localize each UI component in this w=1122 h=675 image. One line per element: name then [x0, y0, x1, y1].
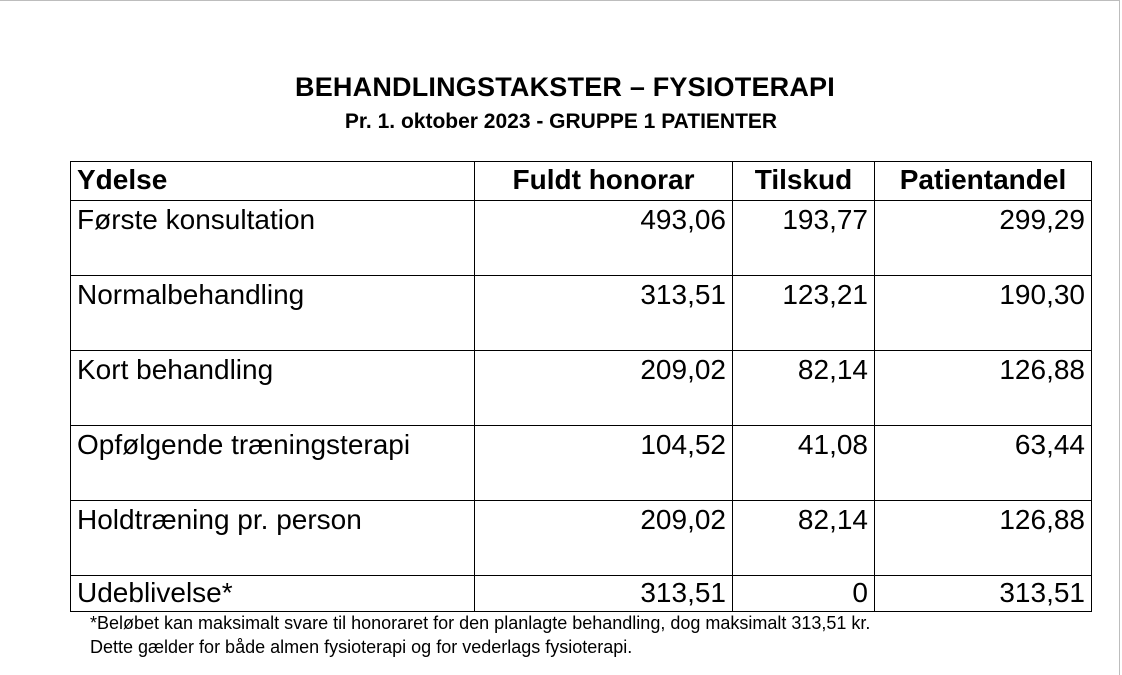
header-fuldt-honorar: Fuldt honorar	[475, 162, 733, 201]
cell-fuldt-honorar: 493,06	[475, 201, 733, 276]
table-row	[71, 351, 1092, 426]
cell-tilskud: 0	[733, 576, 875, 612]
cell-ydelse: Opfølgende træningsterapi	[71, 426, 475, 501]
cell-fuldt-honorar: 209,02	[475, 351, 733, 426]
table-row	[71, 201, 1092, 276]
header-patientandel: Patientandel	[875, 162, 1092, 201]
cell-fuldt-honorar: 313,51	[475, 276, 733, 351]
header-ydelse: Ydelse	[71, 162, 475, 201]
footnote-line: *Beløbet kan maksimalt svare til honoraret for den planlagte behandling, dog maksimalt 313,51 kr.	[90, 613, 871, 633]
rates-table	[70, 161, 1092, 612]
header-tilskud: Tilskud	[733, 162, 875, 201]
cell-patientandel: 126,88	[875, 501, 1092, 576]
cell-ydelse: Første konsultation	[71, 201, 475, 276]
cell-patientandel: 63,44	[875, 426, 1092, 501]
cell-ydelse: Holdtræning pr. person	[71, 501, 475, 576]
cell-tilskud: 41,08	[733, 426, 875, 501]
table-row	[71, 576, 1092, 612]
footnote-line: Dette gælder for både almen fysioterapi og for vederlags fysioterapi.	[90, 637, 633, 657]
cell-patientandel: 313,51	[875, 576, 1092, 612]
cell-ydelse: Normalbehandling	[71, 276, 475, 351]
cell-tilskud: 82,14	[733, 351, 875, 426]
cell-tilskud: 193,77	[733, 201, 875, 276]
table-row	[71, 501, 1092, 576]
cell-ydelse: Kort behandling	[71, 351, 475, 426]
cell-fuldt-honorar: 313,51	[475, 576, 733, 612]
cell-patientandel: 126,88	[875, 351, 1092, 426]
footnote	[90, 611, 870, 659]
table-row	[71, 426, 1092, 501]
page-top-border	[0, 0, 1120, 1]
cell-ydelse: Udeblivelse*	[71, 576, 475, 612]
cell-patientandel: 190,30	[875, 276, 1092, 351]
cell-fuldt-honorar: 209,02	[475, 501, 733, 576]
document-subtitle: Pr. 1. oktober 2023 - GRUPPE 1 PATIENTER	[344, 110, 778, 133]
cell-tilskud: 123,21	[733, 276, 875, 351]
document-title: BEHANDLINGSTAKSTER – FYSIOTERAPI	[295, 72, 835, 102]
table-header-row	[71, 162, 1092, 201]
cell-tilskud: 82,14	[733, 501, 875, 576]
table-row	[71, 276, 1092, 351]
cell-fuldt-honorar: 104,52	[475, 426, 733, 501]
cell-patientandel: 299,29	[875, 201, 1092, 276]
